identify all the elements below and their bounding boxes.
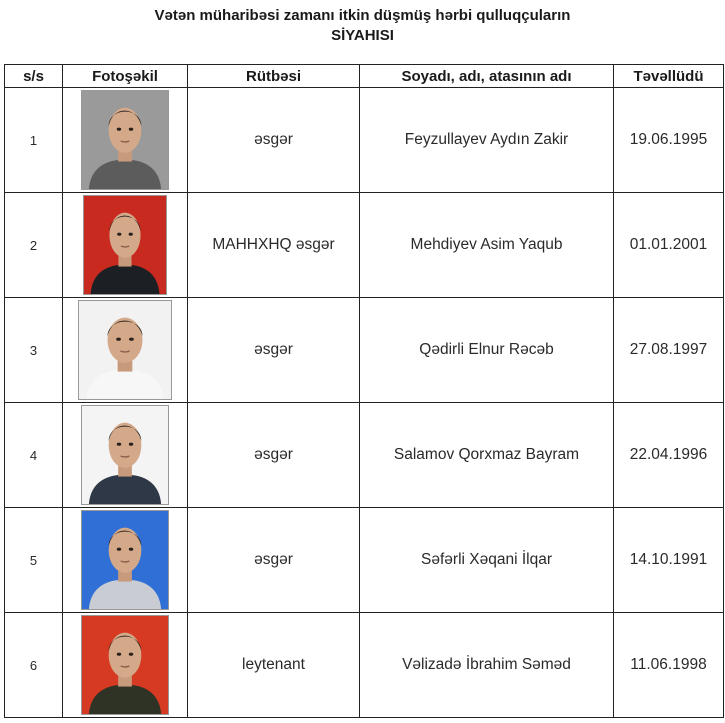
name-cell: Qədirli Elnur Rəcəb xyxy=(360,298,614,403)
eye-shape xyxy=(129,233,133,236)
photo-cell xyxy=(63,298,188,403)
portrait-image xyxy=(82,91,168,189)
table-row xyxy=(5,403,724,508)
portrait-image xyxy=(82,511,168,609)
photo-cell xyxy=(63,508,188,613)
eye-shape xyxy=(117,443,121,446)
eye-shape xyxy=(129,338,134,341)
rank-cell: əsgər xyxy=(188,508,360,613)
header-rank: Rütbəsi xyxy=(188,65,360,88)
portrait-photo xyxy=(81,90,169,190)
header-number: s/s xyxy=(5,65,63,88)
rank-cell: əsgər xyxy=(188,403,360,508)
document-subtitle: SİYAHISI xyxy=(331,27,394,44)
birth-date-cell: 11.06.1998 xyxy=(614,613,724,718)
eye-shape xyxy=(129,548,133,551)
portrait-photo xyxy=(81,615,169,715)
name-cell: Vəlizadə İbrahim Səməd xyxy=(360,613,614,718)
face-shape xyxy=(108,318,143,363)
row-number: 2 xyxy=(5,193,63,298)
header-full-name: Soyadı, adı, atasının adı xyxy=(360,65,614,88)
rank-cell: əsgər xyxy=(188,298,360,403)
eye-shape xyxy=(117,128,121,131)
soldiers-table xyxy=(4,64,724,718)
table-row xyxy=(5,193,724,298)
birth-date-cell: 27.08.1997 xyxy=(614,298,724,403)
photo-cell xyxy=(63,613,188,718)
name-cell: Salamov Qorxmaz Bayram xyxy=(360,403,614,508)
face-shape xyxy=(109,633,142,678)
portrait-image xyxy=(84,196,166,294)
row-number: 6 xyxy=(5,613,63,718)
rank-cell: əsgər xyxy=(188,88,360,193)
photo-cell xyxy=(63,403,188,508)
row-number: 1 xyxy=(5,88,63,193)
birth-date-cell: 14.10.1991 xyxy=(614,508,724,613)
rank-cell: leytenant xyxy=(188,613,360,718)
header-birth-date: Təvəllüdü xyxy=(614,65,724,88)
row-number: 4 xyxy=(5,403,63,508)
table-row xyxy=(5,613,724,718)
face-shape xyxy=(109,423,142,468)
portrait-photo xyxy=(83,195,167,295)
photo-cell xyxy=(63,193,188,298)
face-shape xyxy=(109,108,142,153)
portrait-image xyxy=(82,616,168,714)
table-row xyxy=(5,298,724,403)
document-title: Vətən müharibəsi zamanı itkin düşmüş hərbi qulluqçuların xyxy=(154,7,571,24)
eye-shape xyxy=(117,653,121,656)
table-header-row xyxy=(5,65,724,88)
portrait-image xyxy=(79,301,171,399)
table-row xyxy=(5,508,724,613)
face-shape xyxy=(109,528,142,573)
face-shape xyxy=(109,213,140,258)
row-number: 3 xyxy=(5,298,63,403)
rank-cell: MAHHXHQ əsgər xyxy=(188,193,360,298)
portrait-image xyxy=(82,406,168,504)
table-row xyxy=(5,88,724,193)
eye-shape xyxy=(129,128,133,131)
header-photo: Fotoşəkil xyxy=(63,65,188,88)
birth-date-cell: 19.06.1995 xyxy=(614,88,724,193)
name-cell: Feyzullayev Aydın Zakir xyxy=(360,88,614,193)
photo-cell xyxy=(63,88,188,193)
name-cell: Səfərli Xəqani İlqar xyxy=(360,508,614,613)
eye-shape xyxy=(117,548,121,551)
birth-date-cell: 01.01.2001 xyxy=(614,193,724,298)
eye-shape xyxy=(116,338,121,341)
eye-shape xyxy=(117,233,121,236)
portrait-photo xyxy=(78,300,172,400)
birth-date-cell: 22.04.1996 xyxy=(614,403,724,508)
portrait-photo xyxy=(81,405,169,505)
portrait-photo xyxy=(81,510,169,610)
row-number: 5 xyxy=(5,508,63,613)
name-cell: Mehdiyev Asim Yaqub xyxy=(360,193,614,298)
eye-shape xyxy=(129,653,133,656)
eye-shape xyxy=(129,443,133,446)
